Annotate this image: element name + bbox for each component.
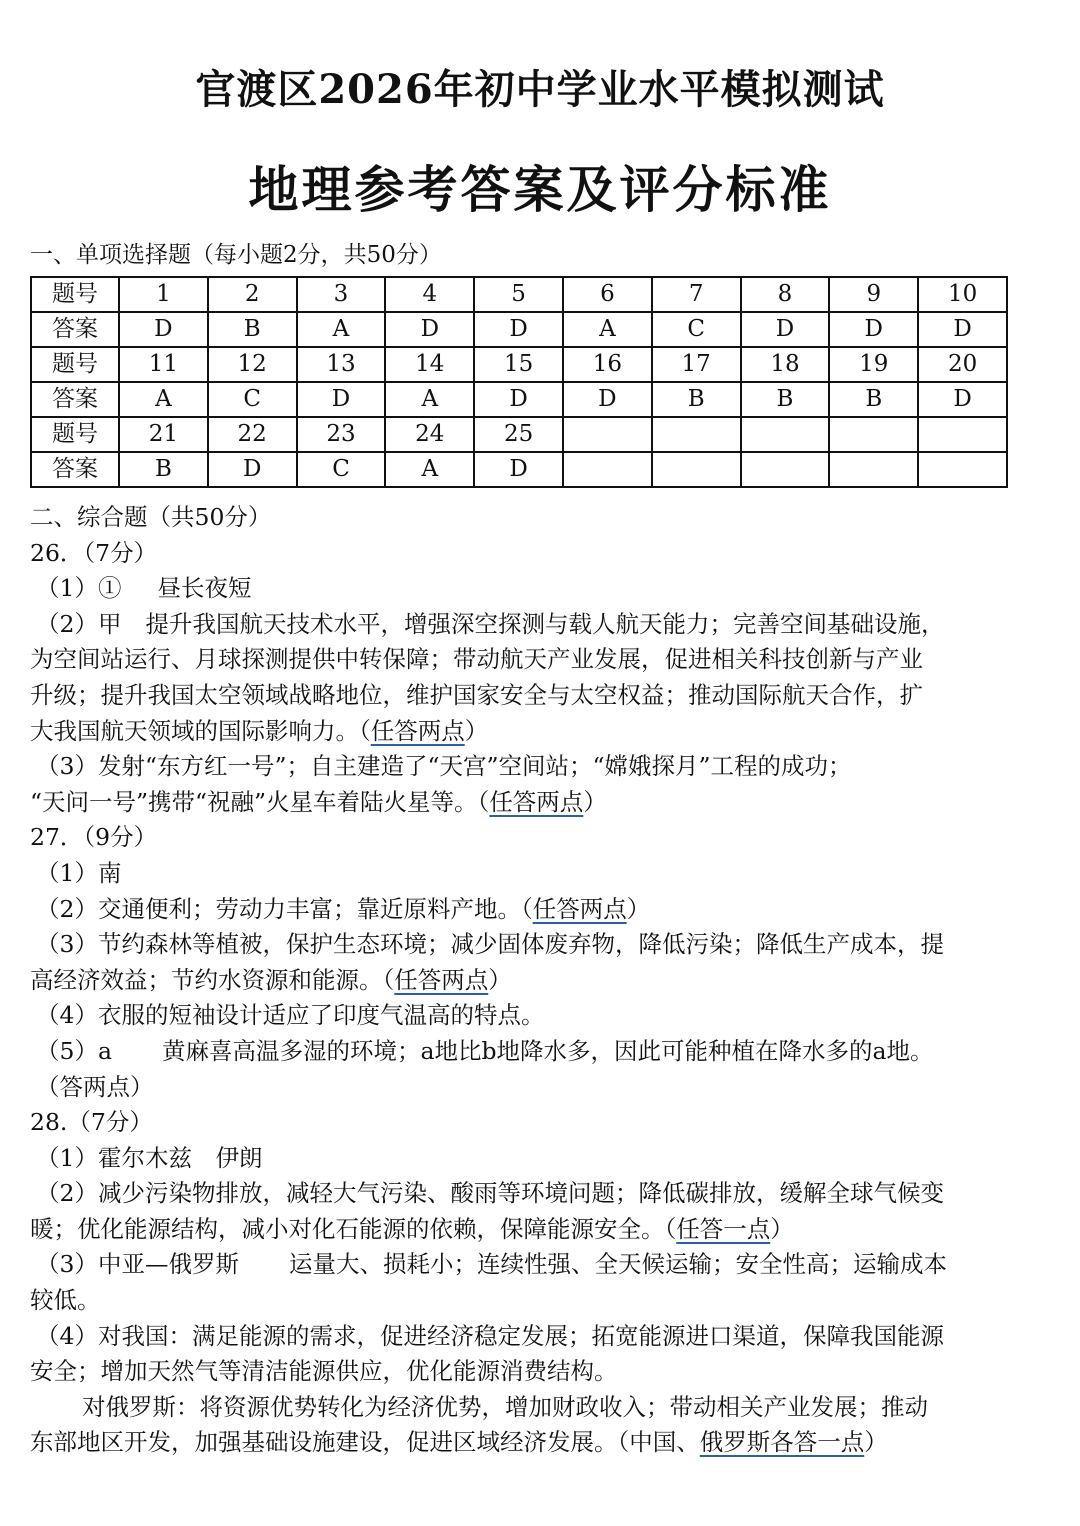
row-label: 题号 (31, 277, 119, 312)
answer-row (31, 382, 1007, 417)
question-number: 16 (563, 347, 652, 382)
answer-cell: A (119, 382, 208, 417)
question-number: 14 (385, 347, 474, 382)
answer-cell: D (918, 382, 1007, 417)
question-number: 24 (385, 417, 474, 452)
q28-part3-line1 (30, 1247, 1015, 1283)
q26-part3-text: “天问一号”携带“祝融”火星车着陆火星等。（ (30, 787, 490, 816)
close-paren: ） (770, 1214, 794, 1243)
answer-cell: B (119, 452, 208, 487)
answer-row (31, 312, 1007, 347)
close-paren: ） (626, 894, 651, 923)
answer-cell: A (385, 452, 474, 487)
answer-cell: C (297, 452, 386, 487)
q27-part2-text: （2）交通便利；劳动力丰富；靠近原料产地。（ (36, 894, 533, 923)
question-number: 17 (652, 347, 741, 382)
q28-part4-line4 (30, 1425, 1015, 1461)
q28-part4-line3: 对俄罗斯：将资源优势转化为经济优势，增加财政收入；带动相关产业发展；推动 (82, 1392, 928, 1421)
answer-cell: D (474, 382, 563, 417)
scoring-note: 任答一点 (676, 1214, 771, 1243)
empty-cell (741, 452, 830, 487)
close-paren: ） (488, 965, 512, 994)
q28-part2-line1: （2）减少污染物排放，减轻大气污染、酸雨等环境问题；降低碳排放，缓解全球气候变 (36, 1179, 944, 1208)
q27-part5-label: （5）a (36, 1036, 112, 1065)
empty-cell (918, 452, 1007, 487)
q28-part1: （1）霍尔木兹 伊朗 (36, 1143, 263, 1172)
answer-row (31, 452, 1007, 487)
question-number: 15 (474, 347, 563, 382)
q28-part3-line2: 较低。 (30, 1286, 101, 1315)
answer-cell: A (563, 312, 652, 347)
scoring-note: 任答两点 (394, 965, 489, 994)
question-number-row (31, 277, 1007, 312)
q28-part4-text: 东部地区开发，加强基础设施建设，促进区域经济发展。（中国、 (30, 1428, 700, 1457)
scoring-note: 俄罗斯各答一点 (699, 1428, 865, 1457)
question-number: 2 (208, 277, 297, 312)
question-number: 9 (829, 277, 918, 312)
close-paren: ） (583, 787, 607, 816)
row-label: 答案 (31, 312, 119, 347)
question-number: 13 (297, 347, 386, 382)
answer-cell: B (208, 312, 297, 347)
question-number: 8 (741, 277, 830, 312)
q28-part2-text: 暖；优化能源结构，减小对化石能源的依赖，保障能源安全。（ (30, 1214, 677, 1243)
q26-part1 (30, 571, 1015, 607)
answer-cell: C (208, 382, 297, 417)
q26-title: 26．（7分） (30, 538, 158, 567)
empty-cell (563, 417, 652, 452)
q26-part2-text: 提升我国航天技术水平，增强深空探测与载人航天能力；完善空间基础设施， (145, 609, 945, 638)
answer-cell: D (474, 452, 563, 487)
empty-cell (652, 452, 741, 487)
empty-cell (918, 417, 1007, 452)
q26-part2-line3: 升级；提升我国太空领域战略地位，维护国家安全与太空权益；推动国际航天合作，扩 (30, 680, 923, 709)
question-number: 10 (918, 277, 1007, 312)
q27-part3-text: 高经济效益；节约水资源和能源。（ (30, 965, 395, 994)
scoring-note: 任答两点 (532, 894, 627, 923)
q28-part3-text: 运量大、损耗小；连续性强、全天候运输；安全性高；运输成本 (288, 1250, 947, 1279)
question-number: 22 (208, 417, 297, 452)
q26-part3-line2 (30, 785, 1015, 821)
question-number: 23 (297, 417, 386, 452)
q27-part4: （4）衣服的短袖设计适应了印度气温高的特点。 (36, 1001, 545, 1030)
q26-part1-label: （1）① (36, 574, 122, 603)
q28-title: 28.（7分） (30, 1108, 153, 1137)
question-number-row (31, 417, 1007, 452)
q26-part2-label: （2）甲 (36, 609, 122, 638)
q28-part4-line2: 安全；增加天然气等清洁能源供应，优化能源消费结构。 (30, 1357, 618, 1386)
answer-key-title: 地理参考答案及评分标准 (248, 161, 832, 219)
close-paren: ） (864, 1428, 888, 1457)
q27-part3-line2 (30, 963, 1015, 999)
q28-part2-line2 (30, 1212, 1015, 1248)
answer-cell: D (385, 312, 474, 347)
scoring-note: 任答两点 (370, 716, 465, 745)
empty-cell (829, 452, 918, 487)
empty-cell (741, 417, 830, 452)
q27-part5-note: （答两点） (36, 1072, 154, 1101)
question-number: 5 (474, 277, 563, 312)
q26-part2-line1 (30, 607, 1015, 643)
answer-cell: D (741, 312, 830, 347)
question-number: 19 (829, 347, 918, 382)
answer-table (30, 276, 1008, 488)
row-label: 题号 (31, 347, 119, 382)
question-number: 4 (385, 277, 474, 312)
answer-cell: D (829, 312, 918, 347)
question-number: 21 (119, 417, 208, 452)
q26-part1-answer: 昼长夜短 (157, 574, 252, 603)
q28-part4-line1: （4）对我国：满足能源的需求，促进经济稳定发展；拓宽能源进口渠道，保障我国能源 (36, 1321, 944, 1350)
answer-cell: A (385, 382, 474, 417)
question-number: 12 (208, 347, 297, 382)
question-number: 6 (563, 277, 652, 312)
close-paren: ） (464, 716, 489, 745)
row-label: 题号 (31, 417, 119, 452)
question-number-row (31, 347, 1007, 382)
answer-cell: C (652, 312, 741, 347)
comprehensive-section (30, 500, 1015, 1461)
question-number: 20 (918, 347, 1007, 382)
answer-cell: B (829, 382, 918, 417)
question-number: 18 (741, 347, 830, 382)
q26-part2-text: 大我国航天领域的国际影响力。（ (30, 716, 371, 745)
q27-part2 (30, 892, 1015, 928)
question-number: 11 (119, 347, 208, 382)
answer-cell: A (297, 312, 386, 347)
q28-part3-label: （3）中亚—俄罗斯 (36, 1250, 239, 1279)
scoring-note: 任答两点 (489, 787, 584, 816)
empty-cell (652, 417, 741, 452)
answer-cell: D (474, 312, 563, 347)
exam-title: 官渡区2026年初中学业水平模拟测试 (195, 66, 885, 113)
q27-part5 (30, 1034, 1015, 1070)
answer-cell: B (652, 382, 741, 417)
empty-cell (829, 417, 918, 452)
question-number: 25 (474, 417, 563, 452)
q27-title: 27．（9分） (30, 823, 158, 852)
answer-cell: D (119, 312, 208, 347)
answer-cell: D (918, 312, 1007, 347)
row-label: 答案 (31, 452, 119, 487)
row-label: 答案 (31, 382, 119, 417)
answer-cell: D (563, 382, 652, 417)
question-number: 3 (297, 277, 386, 312)
q27-part3-line1: （3）节约森林等植被，保护生态环境；减少固体废弃物，降低污染；降低生产成本，提 (36, 930, 944, 959)
q26-part2-line2: 为空间站运行、月球探测提供中转保障；带动航天产业发展，促进相关科技创新与产业 (30, 645, 923, 674)
answer-cell: B (741, 382, 830, 417)
question-number: 1 (119, 277, 208, 312)
section1-heading: 一、单项选择题（每小题2分，共50分） (30, 242, 442, 268)
q26-part2-line4 (30, 714, 1015, 750)
section2-heading: 二、综合题（共50分） (30, 503, 272, 531)
question-number: 7 (652, 277, 741, 312)
empty-cell (563, 452, 652, 487)
answer-cell: D (208, 452, 297, 487)
answer-cell: D (297, 382, 386, 417)
q26-part3-line1: （3）发射“东方红一号”；自主建造了“天宫”空间站；“嫦娥探月”工程的成功； (36, 752, 852, 781)
q27-part1: （1）南 (36, 858, 122, 887)
q27-part5-text: 黄麻喜高温多湿的环境；a地比b地降水多，因此可能种植在降水多的a地。 (161, 1036, 934, 1065)
